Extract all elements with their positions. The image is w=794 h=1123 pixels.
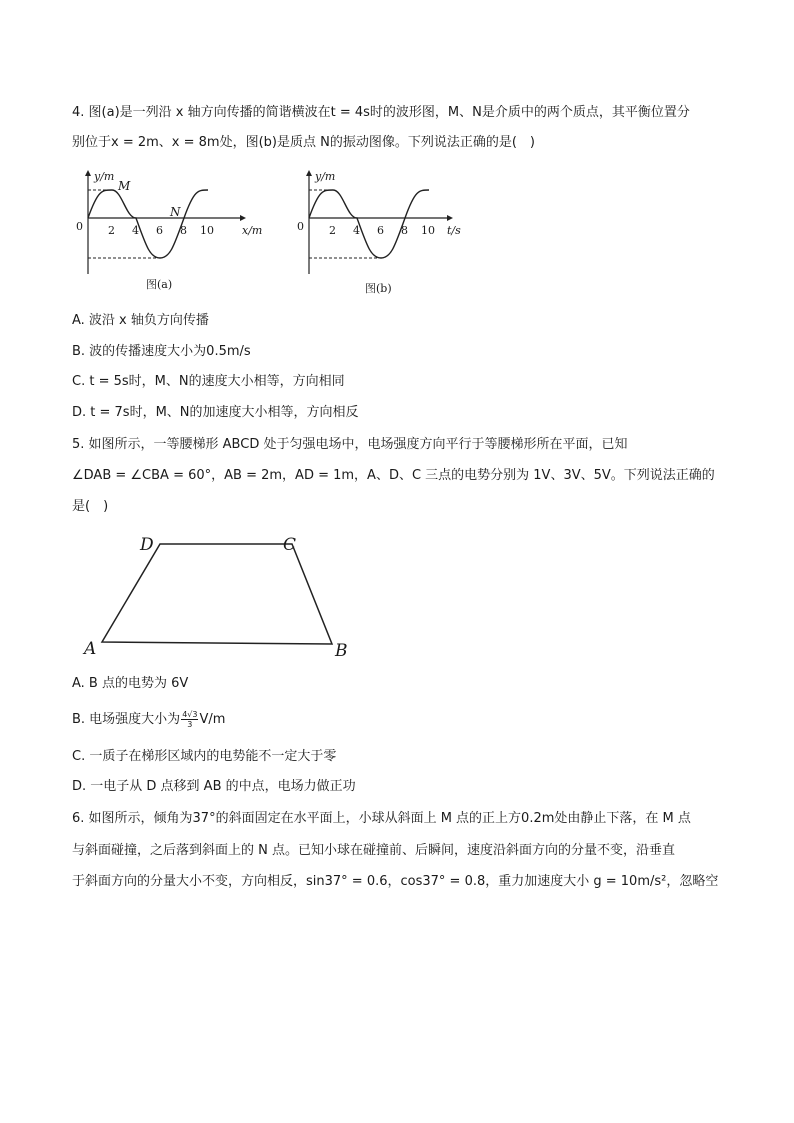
q4-stem-line1: 4. 图(a)是一列沿 x 轴方向传播的简谐横波在t = 4s时的波形图，M、N是介质中的两个质点，其平衡位置分 [72, 105, 690, 120]
q4-option-a: A. 波沿 x 轴负方向传播 [72, 313, 209, 328]
graph-b-tick-6: 6 [377, 224, 384, 237]
q5-stem-line2: ∠DAB = ∠CBA = 60°，AB = 2m，AD = 1m，A、D、C 三点的电势分别为 1V、3V、5V。下列说法正确的 [72, 468, 715, 483]
graph-a-point-n: N [170, 205, 181, 219]
q5-option-a: A. B 点的电势为 6V [72, 676, 189, 691]
graph-a-caption: 图(a) [146, 278, 173, 291]
graph-b-origin: 0 [297, 220, 304, 233]
graph-a-tick-4: 4 [132, 224, 139, 237]
vertex-c: C [283, 535, 297, 555]
graph-a-tick-2: 2 [108, 224, 115, 237]
q6-stem-line2: 与斜面碰撞，之后落到斜面上的 N 点。已知小球在碰撞前、后瞬间，速度沿斜面方向的分量不变，沿垂直 [72, 843, 675, 858]
graph-a-x-label: x/m [242, 224, 263, 237]
graph-b-tick-10: 10 [421, 224, 435, 237]
q5-stem-line3: 是( ) [72, 499, 109, 514]
vertex-d: D [140, 535, 154, 555]
fraction-denominator: 3 [187, 720, 193, 729]
q6-stem-line1: 6. 如图所示，倾角为37°的斜面固定在水平面上，小球从斜面上 M 点的正上方0.2m处由静止下落，在 M 点 [72, 811, 691, 826]
q5-option-c: C. 一质子在梯形区域内的电势能不一定大于零 [72, 749, 337, 764]
graph-a-tick-6: 6 [156, 224, 163, 237]
graph-b-y-label: y/m [315, 170, 336, 183]
q5-option-b-suffix: V/m [199, 712, 226, 727]
graph-b-tick-2: 2 [329, 224, 336, 237]
q5-option-b [72, 710, 225, 729]
q5-option-d: D. 一电子从 D 点移到 AB 的中点，电场力做正功 [72, 779, 356, 794]
q4-option-d: D. t = 7s时，M、N的加速度大小相等，方向相反 [72, 405, 359, 420]
graph-a-tick-8: 8 [180, 224, 187, 237]
wave-graph-a [76, 170, 263, 300]
vibration-graph-b [297, 170, 477, 300]
q4-option-c: C. t = 5s时，M、N的速度大小相等，方向相同 [72, 374, 345, 389]
q4-option-b: B. 波的传播速度大小为0.5m/s [72, 344, 251, 359]
graph-b-x-label: t/s [447, 224, 461, 237]
q5-option-b-prefix: B. 电场强度大小为 [72, 712, 181, 727]
q5-stem-line1: 5. 如图所示，一等腰梯形 ABCD 处于匀强电场中，电场强度方向平行于等腰梯形所在平面，已知 [72, 437, 628, 452]
q6-stem-line3: 于斜面方向的分量大小不变，方向相反，sin37° = 0.6，cos37° = 0.8，重力加速度大小 g = 10m/s²，忽略空 [72, 874, 719, 889]
vertex-a: A [84, 639, 97, 659]
graph-a-tick-10: 10 [200, 224, 214, 237]
trapezoid-diagram [80, 530, 360, 660]
graph-b-tick-4: 4 [353, 224, 360, 237]
vertex-b: B [335, 641, 348, 661]
q5-option-b-fraction [181, 710, 198, 729]
fraction-numerator: 4√3 [182, 710, 198, 719]
graph-b-tick-8: 8 [401, 224, 408, 237]
q4-stem-line2: 别位于x = 2m、x = 8m处，图(b)是质点 N的振动图像。下列说法正确的是( ) [72, 135, 535, 150]
graph-b-caption: 图(b) [365, 282, 392, 295]
graph-a-origin: 0 [76, 220, 83, 233]
graph-a-y-label: y/m [94, 170, 115, 183]
graph-a-point-m: M [118, 179, 131, 193]
